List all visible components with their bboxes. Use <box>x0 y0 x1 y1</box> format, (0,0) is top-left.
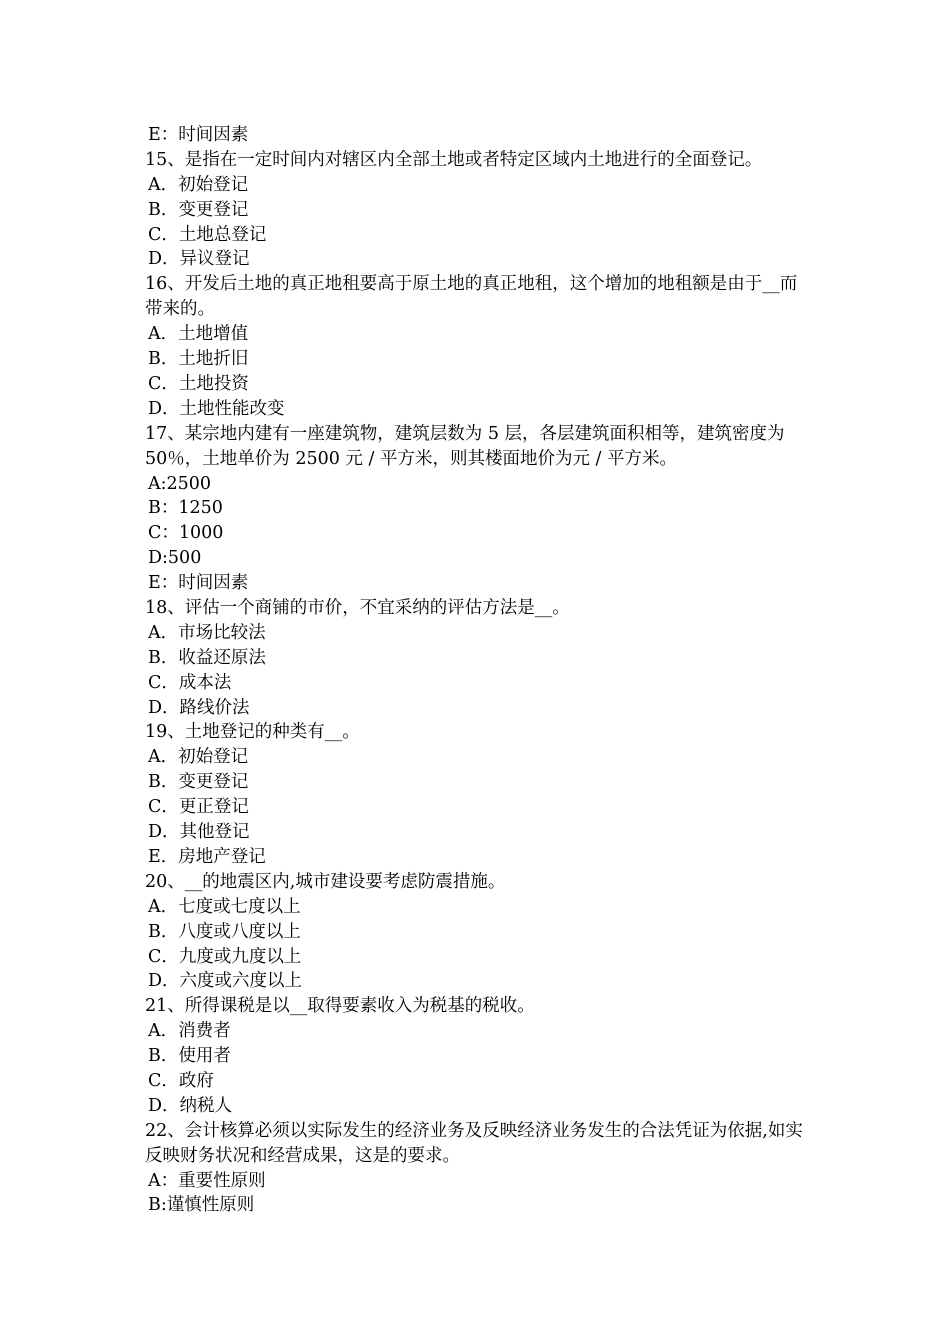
option-line: E：时间因素 <box>148 573 249 594</box>
option-line: B．使用者 <box>148 1046 231 1067</box>
option-line: A:2500 <box>148 473 212 494</box>
option-line: E：时间因素 <box>148 125 249 145</box>
option-line: B．土地折旧 <box>148 349 249 370</box>
option-line: D．土地性能改变 <box>148 398 285 419</box>
option-line: B．变更登记 <box>148 772 249 793</box>
option-line: C．成本法 <box>148 672 232 693</box>
question-22: 22、会计核算必须以实际发生的经济业务及反映经济业务发生的合法凭证为依据,如实反映财务状况和经营成果，这是的要求。 <box>145 1120 803 1166</box>
option-line: B：1250 <box>148 498 223 519</box>
question-17: 17、某宗地内建有一座建筑物，建筑层数为 5 层，各层建筑面积相等，建筑密度为 50％，土地单价为 2500 元 / 平方米，则其楼面地价为元 / 平方米。 <box>145 423 785 469</box>
option-line: E．房地产登记 <box>148 846 266 867</box>
option-line: B:谨慎性原则 <box>148 1195 255 1216</box>
option-line: A：重要性原则 <box>148 1170 266 1191</box>
option-line: B．变更登记 <box>148 199 249 220</box>
option-line: C．政府 <box>148 1070 214 1091</box>
question-19: 19、土地登记的种类有__。 <box>145 722 360 743</box>
option-line: A．土地增值 <box>148 324 249 345</box>
option-line: D．其他登记 <box>148 822 250 843</box>
option-line: A．初始登记 <box>148 174 249 195</box>
option-line: A．初始登记 <box>148 747 249 768</box>
question-21: 21、所得课税是以__取得要素收入为税基的税收。 <box>145 996 535 1017</box>
option-line: C．土地投资 <box>148 373 249 394</box>
option-line: D．六度或六度以上 <box>148 971 303 992</box>
option-line: B．收益还原法 <box>148 647 266 668</box>
document-page <box>145 123 810 1218</box>
option-line: A．七度或七度以上 <box>148 896 301 917</box>
option-line: C：1000 <box>148 523 224 544</box>
question-20: 20、__的地震区内,城市建设要考虑防震措施。 <box>145 871 506 892</box>
option-line: C．土地总登记 <box>148 224 267 245</box>
option-line: A．消费者 <box>148 1021 231 1042</box>
question-18: 18、评估一个商铺的市价，不宜采纳的评估方法是__。 <box>145 598 570 618</box>
option-line: C．更正登记 <box>148 797 249 818</box>
question-15: 15、是指在一定时间内对辖区内全部土地或者特定区域内土地进行的全面登记。 <box>145 149 763 170</box>
question-16: 16、开发后土地的真正地租要高于原土地的真正地租，这个增加的地租额是由于__而带来的。 <box>145 274 798 320</box>
option-line: A．市场比较法 <box>148 622 266 643</box>
option-line: D．异议登记 <box>148 249 250 270</box>
option-line: D:500 <box>148 548 202 569</box>
option-line: D．纳税人 <box>148 1095 233 1116</box>
option-line: C．九度或九度以上 <box>148 946 302 967</box>
option-line: B．八度或八度以上 <box>148 921 301 942</box>
option-line: D．路线价法 <box>148 697 250 718</box>
